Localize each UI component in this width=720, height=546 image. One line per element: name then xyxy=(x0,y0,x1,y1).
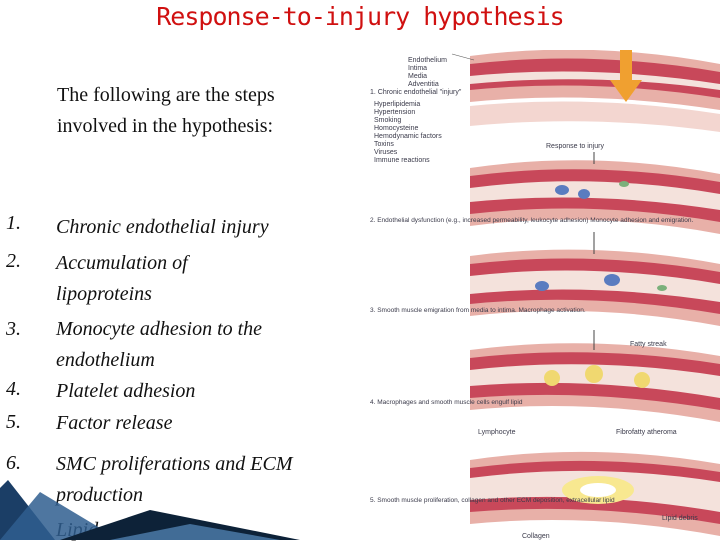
lipid-debris-label: Lipid debris xyxy=(662,515,698,522)
step-number: 1. xyxy=(6,212,21,234)
stage1-title: 1. Chronic endothelial "injury" xyxy=(370,89,462,96)
step-number: 4. xyxy=(6,378,21,400)
stage2-text: 2. Endothelial dysfunction (e.g., increased permeability, leukocyte adhesion) Monocyte adhesion and emigration. xyxy=(370,217,694,224)
step-number: 5. xyxy=(6,411,21,433)
step-text: Chronic endothelial injury xyxy=(56,216,269,238)
fatty-streak-label: Fatty streak xyxy=(630,341,667,348)
cause-item: Hemodynamic factors xyxy=(374,133,442,140)
layer-label: Endothelium xyxy=(408,57,447,64)
step-number: 2. xyxy=(6,250,21,272)
layer-label: Intima xyxy=(408,65,428,72)
cause-item: Homocysteine xyxy=(374,125,419,132)
layer-label: Adventitia xyxy=(408,81,439,88)
step-number: 3. xyxy=(6,318,21,340)
fibrofatty-label: Fibrofatty atheroma xyxy=(616,429,677,436)
cause-item: Viruses xyxy=(374,149,398,156)
slide-title: Response-to-injury hypothesis xyxy=(156,2,564,31)
vessel-stage-3 xyxy=(470,250,720,326)
step-text: SMC proliferations and ECM production xyxy=(56,453,293,506)
step-text: Accumulation of lipoproteins xyxy=(56,252,188,305)
steps-list xyxy=(0,0,360,540)
cause-item: Hyperlipidemia xyxy=(374,101,421,108)
vessel-stage-4 xyxy=(470,343,720,422)
slide-corner-decoration xyxy=(0,470,300,540)
intro-text: The following are the steps involved in the hypothesis: xyxy=(57,84,275,137)
step-number: 6. xyxy=(6,452,21,474)
layer-label: Media xyxy=(408,73,428,80)
stage5-text: 5. Smooth muscle proliferation, collagen and other ECM deposition, extracellular lipid xyxy=(370,497,615,504)
stage3-text: 3. Smooth muscle emigration from media to intima. Macrophage activation. xyxy=(370,307,586,314)
cause-item: Immune reactions xyxy=(374,157,430,164)
atherosclerosis-figure xyxy=(362,50,720,540)
collagen-label: Collagen xyxy=(522,533,550,540)
step-text: Factor release xyxy=(56,412,173,434)
cause-item: Hypertension xyxy=(374,109,416,116)
stage4-text: 4. Macrophages and smooth muscle cells engulf lipid xyxy=(370,399,523,406)
lymphocyte-label: Lymphocyte xyxy=(478,429,516,436)
vessel-stage-5 xyxy=(470,452,720,536)
step-text: Platelet adhesion xyxy=(56,380,196,402)
vessel-stage-1 xyxy=(470,50,720,132)
step-text: Monocyte adhesion to the endothelium xyxy=(56,318,263,371)
response-label: Response to injury xyxy=(546,143,604,150)
cause-item: Smoking xyxy=(374,117,402,124)
cause-item: Toxins xyxy=(374,141,394,148)
